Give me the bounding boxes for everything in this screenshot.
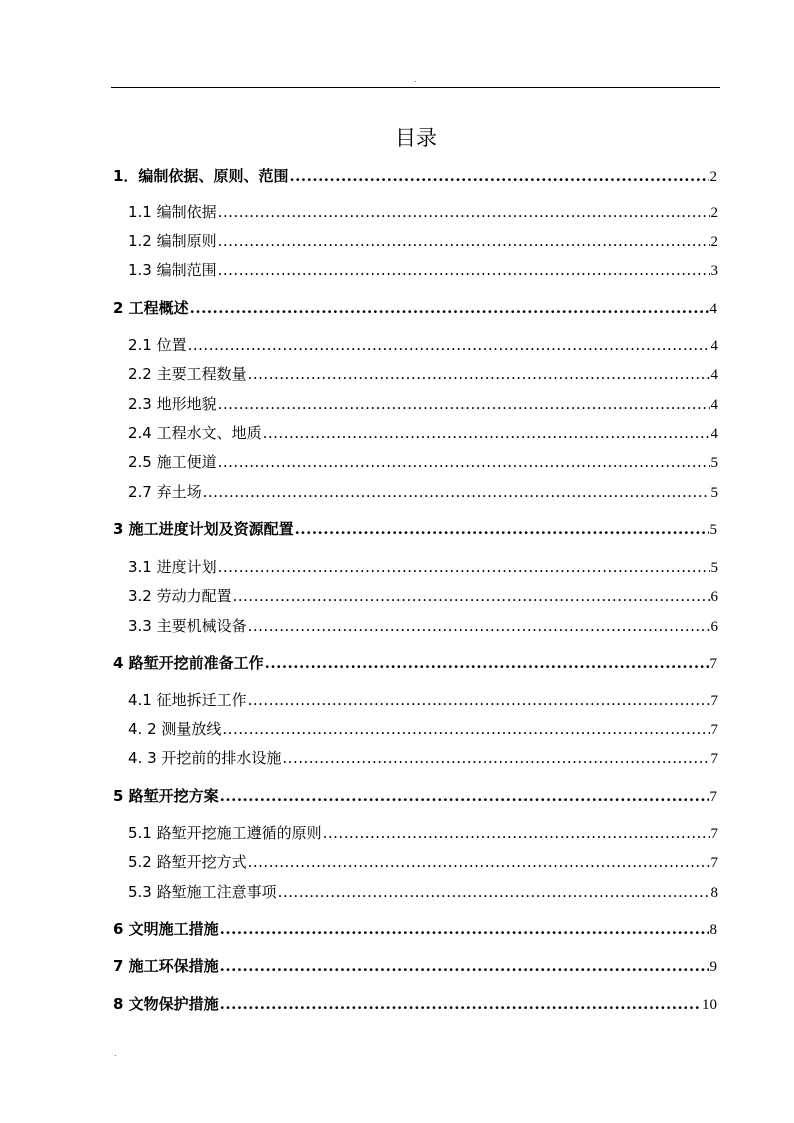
toc-dot-leader bbox=[282, 747, 709, 769]
toc-entry-page: 10 bbox=[702, 997, 717, 1013]
toc-entry-label: 2.1 位置 bbox=[128, 336, 187, 354]
toc-entry-page: 4 bbox=[709, 301, 717, 317]
toc-entry-page: 2 bbox=[710, 205, 718, 221]
toc-entry[interactable] bbox=[128, 851, 718, 873]
toc-dot-leader bbox=[220, 918, 709, 940]
toc-entry[interactable] bbox=[128, 881, 718, 903]
toc-entry-label: 3.3 主要机械设备 bbox=[128, 617, 247, 635]
toc-entry-page: 3 bbox=[710, 263, 718, 279]
toc-entry[interactable] bbox=[128, 822, 718, 844]
toc-entry-label: 2.3 地形地貌 bbox=[128, 395, 217, 413]
toc-entry-label: 5.1 路堑开挖施工遵循的原则 bbox=[128, 824, 322, 842]
toc-entry[interactable] bbox=[128, 451, 718, 473]
toc-dot-leader bbox=[263, 422, 710, 444]
toc-title: 目录 bbox=[395, 126, 437, 150]
toc-dot-leader bbox=[248, 851, 710, 873]
toc-entry-page: 6 bbox=[710, 589, 718, 605]
toc-entry[interactable] bbox=[128, 747, 718, 769]
toc-dot-leader bbox=[248, 363, 710, 385]
toc-entry-label: 4. 3 开挖前的排水设施 bbox=[128, 749, 282, 767]
toc-dot-leader bbox=[233, 585, 710, 607]
toc-dot-leader bbox=[278, 881, 710, 903]
toc-entry-label: 2.4 工程水文、地质 bbox=[128, 424, 262, 442]
toc-entry-page: 7 bbox=[710, 826, 718, 842]
toc-entry-page: 7 bbox=[709, 656, 717, 672]
toc-entry-page: 6 bbox=[710, 619, 718, 635]
toc-entry-label: 1．编制依据、原则、范围 bbox=[113, 167, 289, 185]
toc-entry-label: 2 工程概述 bbox=[113, 299, 189, 317]
toc-dot-leader bbox=[218, 259, 710, 281]
toc-dot-leader bbox=[289, 165, 708, 187]
toc-entry-page: 2 bbox=[710, 234, 718, 250]
toc-entry-label: 8 文物保护措施 bbox=[113, 995, 219, 1013]
toc-entry-page: 4 bbox=[710, 367, 718, 383]
toc-entry-label: 4. 2 测量放线 bbox=[128, 720, 222, 738]
toc-entry-label: 3.2 劳动力配置 bbox=[128, 587, 232, 605]
toc-entry-page: 2 bbox=[709, 169, 717, 185]
toc-entry-page: 4 bbox=[710, 397, 718, 413]
toc-dot-leader bbox=[295, 518, 709, 540]
toc-entry-page: 8 bbox=[709, 922, 717, 938]
toc-entry-page: 5 bbox=[710, 455, 718, 471]
toc-entry[interactable] bbox=[113, 518, 717, 540]
toc-dot-leader bbox=[248, 689, 710, 711]
toc-entry-label: 3 施工进度计划及资源配置 bbox=[113, 520, 294, 538]
toc-dot-leader bbox=[188, 334, 710, 356]
toc-entry-page: 5 bbox=[710, 560, 718, 576]
toc-entry-label: 4.1 征地拆迁工作 bbox=[128, 691, 247, 709]
toc-dot-leader bbox=[323, 822, 710, 844]
toc-dot-leader bbox=[248, 615, 710, 637]
toc-entry-page: 7 bbox=[710, 693, 718, 709]
toc-entry[interactable] bbox=[128, 481, 718, 503]
toc-entry-label: 4 路堑开挖前准备工作 bbox=[113, 654, 264, 672]
toc-entry[interactable] bbox=[128, 689, 718, 711]
toc-entry-label: 5.2 路堑开挖方式 bbox=[128, 853, 247, 871]
toc-entry-label: 1.2 编制原则 bbox=[128, 232, 217, 250]
toc-entry-page: 7 bbox=[710, 751, 718, 767]
footer-mark: . bbox=[114, 1049, 117, 1058]
toc-entry[interactable] bbox=[128, 422, 718, 444]
toc-dot-leader bbox=[190, 297, 709, 319]
toc-dot-leader bbox=[218, 451, 710, 473]
toc-entry-label: 2.2 主要工程数量 bbox=[128, 365, 247, 383]
toc-entry[interactable] bbox=[128, 585, 718, 607]
toc-dot-leader bbox=[220, 785, 709, 807]
toc-entry-label: 1.3 编制范围 bbox=[128, 261, 217, 279]
toc-dot-leader bbox=[222, 718, 709, 740]
toc-entry-page: 5 bbox=[709, 522, 717, 538]
toc-entry[interactable] bbox=[113, 165, 717, 187]
toc-entry-label: 1.1 编制依据 bbox=[128, 203, 217, 221]
toc-entry-page: 8 bbox=[710, 885, 718, 901]
toc-entry-page: 7 bbox=[709, 789, 717, 805]
toc-entry-page: 7 bbox=[710, 722, 718, 738]
toc-entry-page: 7 bbox=[710, 855, 718, 871]
toc-entry-label: 7 施工环保措施 bbox=[113, 957, 219, 975]
header-mark: . bbox=[414, 75, 417, 84]
toc-dot-leader bbox=[203, 481, 710, 503]
toc-dot-leader bbox=[220, 955, 709, 977]
toc-dot-leader bbox=[218, 201, 710, 223]
toc-entry[interactable] bbox=[128, 718, 718, 740]
toc-entry[interactable] bbox=[128, 393, 718, 415]
toc-entry[interactable] bbox=[113, 652, 717, 674]
toc-entry[interactable] bbox=[128, 363, 718, 385]
toc-entry[interactable] bbox=[128, 259, 718, 281]
toc-entry-label: 5 路堑开挖方案 bbox=[113, 787, 219, 805]
toc-dot-leader bbox=[265, 652, 709, 674]
toc-entry-label: 2.7 弃土场 bbox=[128, 483, 202, 501]
toc-entry-label: 6 文明施工措施 bbox=[113, 920, 219, 938]
toc-entry[interactable] bbox=[128, 230, 718, 252]
toc-dot-leader bbox=[220, 993, 701, 1015]
toc-entry[interactable] bbox=[128, 615, 718, 637]
toc-entry-page: 4 bbox=[710, 338, 718, 354]
toc-entry-page: 5 bbox=[710, 485, 718, 501]
toc-entry[interactable] bbox=[128, 334, 718, 356]
toc-entry-label: 3.1 进度计划 bbox=[128, 558, 217, 576]
toc-entry-page: 9 bbox=[709, 959, 717, 975]
toc-entry[interactable] bbox=[113, 993, 717, 1015]
toc-entry-label: 2.5 施工便道 bbox=[128, 453, 217, 471]
toc-entry[interactable] bbox=[128, 556, 718, 578]
toc-entry[interactable] bbox=[128, 201, 718, 223]
toc-dot-leader bbox=[218, 230, 710, 252]
toc-entry[interactable] bbox=[113, 785, 717, 807]
toc-dot-leader bbox=[218, 393, 710, 415]
toc-entry[interactable] bbox=[113, 297, 717, 319]
toc-entry[interactable] bbox=[113, 918, 717, 940]
toc-entry[interactable] bbox=[113, 955, 717, 977]
toc-entry-label: 5.3 路堑施工注意事项 bbox=[128, 883, 277, 901]
toc-dot-leader bbox=[218, 556, 710, 578]
toc-entry-page: 4 bbox=[710, 426, 718, 442]
